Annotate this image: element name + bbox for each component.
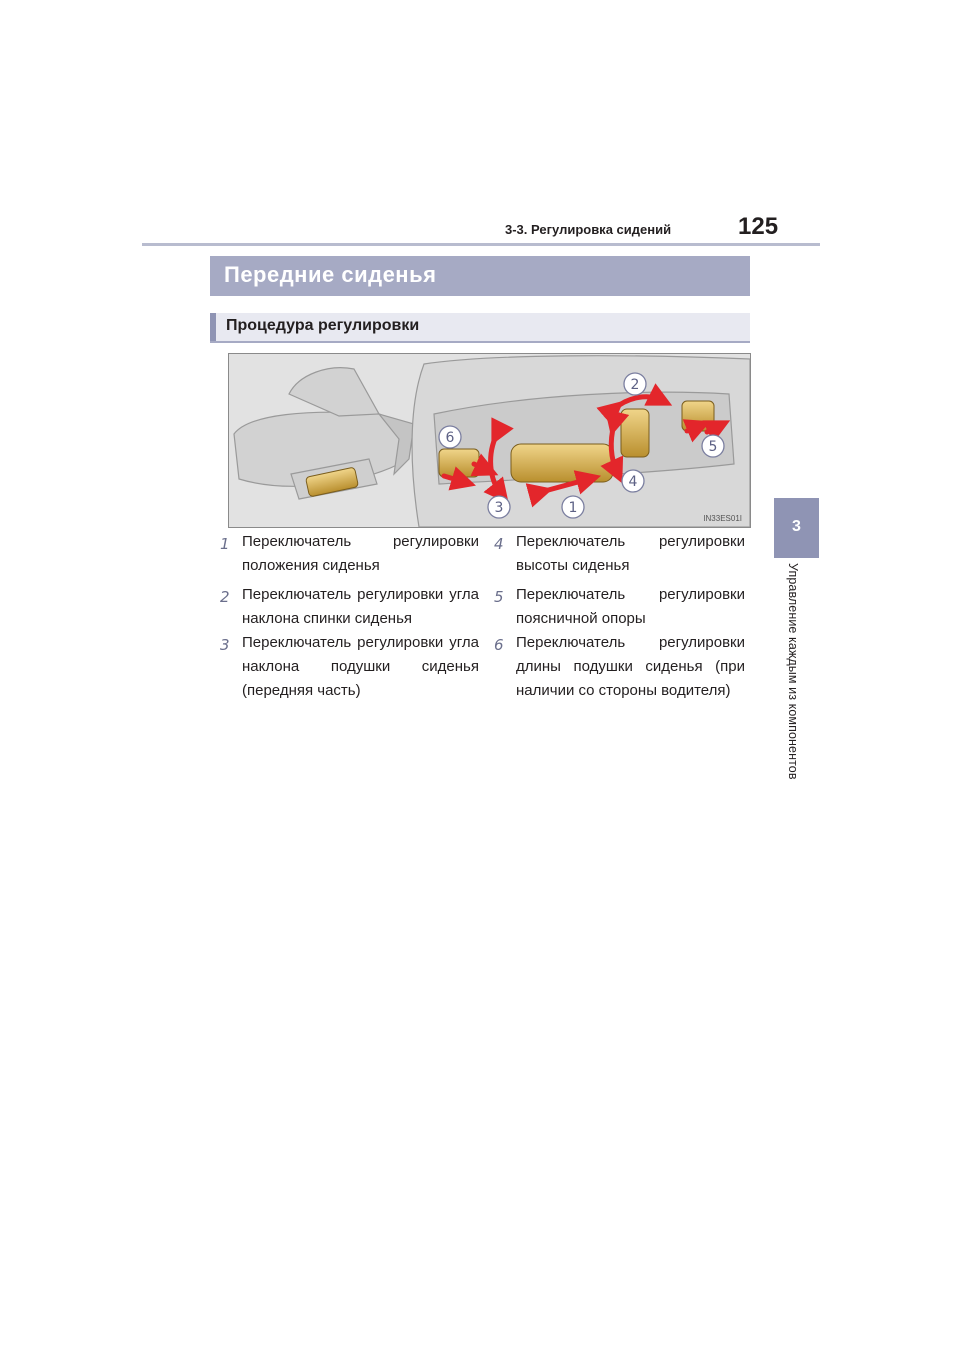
figure-code: IN33ES01I bbox=[703, 514, 742, 523]
main-seat-switch bbox=[511, 444, 613, 482]
page-number: 125 bbox=[738, 213, 779, 240]
chapter-title-vertical: Управление каждым из компонентов bbox=[786, 563, 800, 780]
callout-6: 6 bbox=[445, 430, 455, 446]
section-title-bar bbox=[210, 256, 750, 296]
seat-illustration-svg bbox=[229, 354, 750, 527]
callout-2: 2 bbox=[630, 377, 640, 393]
subsection-bar bbox=[210, 313, 750, 343]
item-number: 5 bbox=[494, 588, 504, 606]
section-header: 3-3. Регулировка сидений bbox=[505, 222, 672, 237]
subsection-accent bbox=[210, 313, 216, 341]
callout-1: 1 bbox=[568, 500, 578, 516]
item-text: Переключатель регулировки высоты сиденья bbox=[516, 533, 745, 574]
callout-3: 3 bbox=[494, 500, 504, 516]
item-number: 6 bbox=[494, 636, 504, 654]
seat-controls-illustration bbox=[228, 353, 751, 528]
item-text: Переключатель регулировки длины подушки сиденья (при наличии со стороны водителя) bbox=[516, 634, 745, 699]
list-item bbox=[494, 530, 745, 578]
item-number: 2 bbox=[220, 588, 230, 606]
item-number: 4 bbox=[494, 535, 504, 553]
item-text: Переключатель регулировки угла наклона подушки сиденья (передняя часть) bbox=[242, 634, 479, 699]
chapter-tab[interactable] bbox=[774, 498, 819, 558]
list-item bbox=[220, 631, 479, 703]
list-item bbox=[494, 583, 745, 631]
list-item bbox=[494, 631, 745, 703]
seatback-switch bbox=[621, 409, 649, 457]
header-rule bbox=[142, 243, 820, 246]
list-item bbox=[220, 583, 479, 631]
list-item bbox=[220, 530, 479, 578]
item-number: 3 bbox=[220, 636, 230, 654]
callout-4: 4 bbox=[628, 474, 638, 490]
chapter-number: 3 bbox=[792, 518, 801, 535]
item-text: Переключатель регулировки положения сиденья bbox=[242, 533, 479, 574]
subsection-title: Процедура регулировки bbox=[226, 317, 420, 334]
item-text: Переключатель регулировки угла наклона спинки сиденья bbox=[242, 586, 479, 627]
item-number: 1 bbox=[220, 535, 230, 553]
item-text: Переключатель регулировки поясничной опоры bbox=[516, 586, 745, 627]
page-title: Передние сиденья bbox=[224, 262, 437, 287]
callout-5: 5 bbox=[708, 439, 718, 455]
